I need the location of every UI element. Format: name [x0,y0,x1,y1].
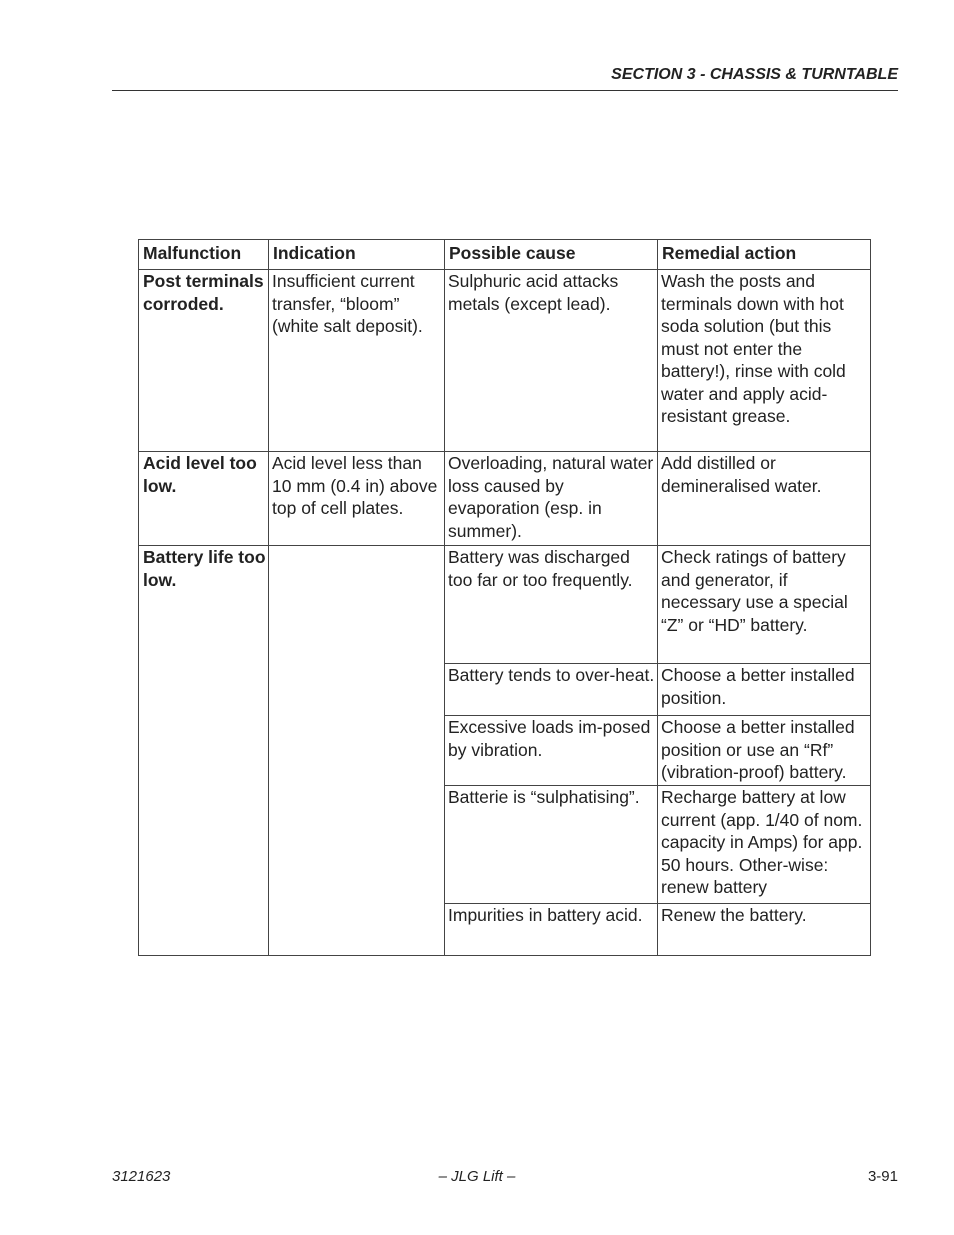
page-number: 3-91 [867,1168,898,1185]
cause-cell: Batterie is “sulphatising”. [445,786,658,904]
action-cell: Choose a better installed position or use an “Rf” (vibration-proof) battery. [658,716,871,786]
column-header-possible-cause: Possible cause [445,240,658,270]
malfunction-cell: Battery life too low. [139,546,269,956]
action-cell: Wash the posts and terminals down with hot soda solution (but this must not enter the battery!), rinse with cold water and apply acid-resistant grease. [658,270,871,452]
column-header-indication: Indication [269,240,445,270]
cause-cell: Battery tends to over-heat. [445,664,658,716]
action-cell: Choose a better installed position. [658,664,871,716]
table-row [139,452,871,546]
cause-cell: Sulphuric acid attacks metals (except lead). [445,270,658,452]
malfunction-cell: Post terminals corroded. [139,270,269,452]
table-header-row [139,240,871,270]
cause-cell: Excessive loads im-posed by vibration. [445,716,658,786]
section-title: SECTION 3 - CHASSIS & TURNTABLE [611,66,898,83]
table-row [139,270,871,452]
action-cell: Add distilled or demineralised water. [658,452,871,546]
troubleshooting-table [138,239,871,956]
cause-cell: Impurities in battery acid. [445,904,658,956]
indication-cell [269,546,445,956]
indication-cell: Acid level less than 10 mm (0.4 in) above top of cell plates. [269,452,445,546]
publisher-label: – JLG Lift – [438,1168,516,1185]
doc-number: 3121623 [112,1168,171,1185]
column-header-remedial-action: Remedial action [658,240,871,270]
table-row [139,546,871,664]
indication-cell: Insufficient current transfer, “bloom” (white salt deposit). [269,270,445,452]
action-cell: Recharge battery at low current (app. 1/40 of nom. capacity in Amps) for app. 50 hours. Other-wise: renew battery [658,786,871,904]
cause-cell: Battery was discharged too far or too frequently. [445,546,658,664]
column-header-malfunction: Malfunction [139,240,269,270]
page-header [112,64,898,91]
malfunction-cell: Acid level too low. [139,452,269,546]
action-cell: Renew the battery. [658,904,871,956]
action-cell: Check ratings of battery and generator, if necessary use a special “Z” or “HD” battery. [658,546,871,664]
cause-cell: Overloading, natural water loss caused by evaporation (esp. in summer). [445,452,658,546]
